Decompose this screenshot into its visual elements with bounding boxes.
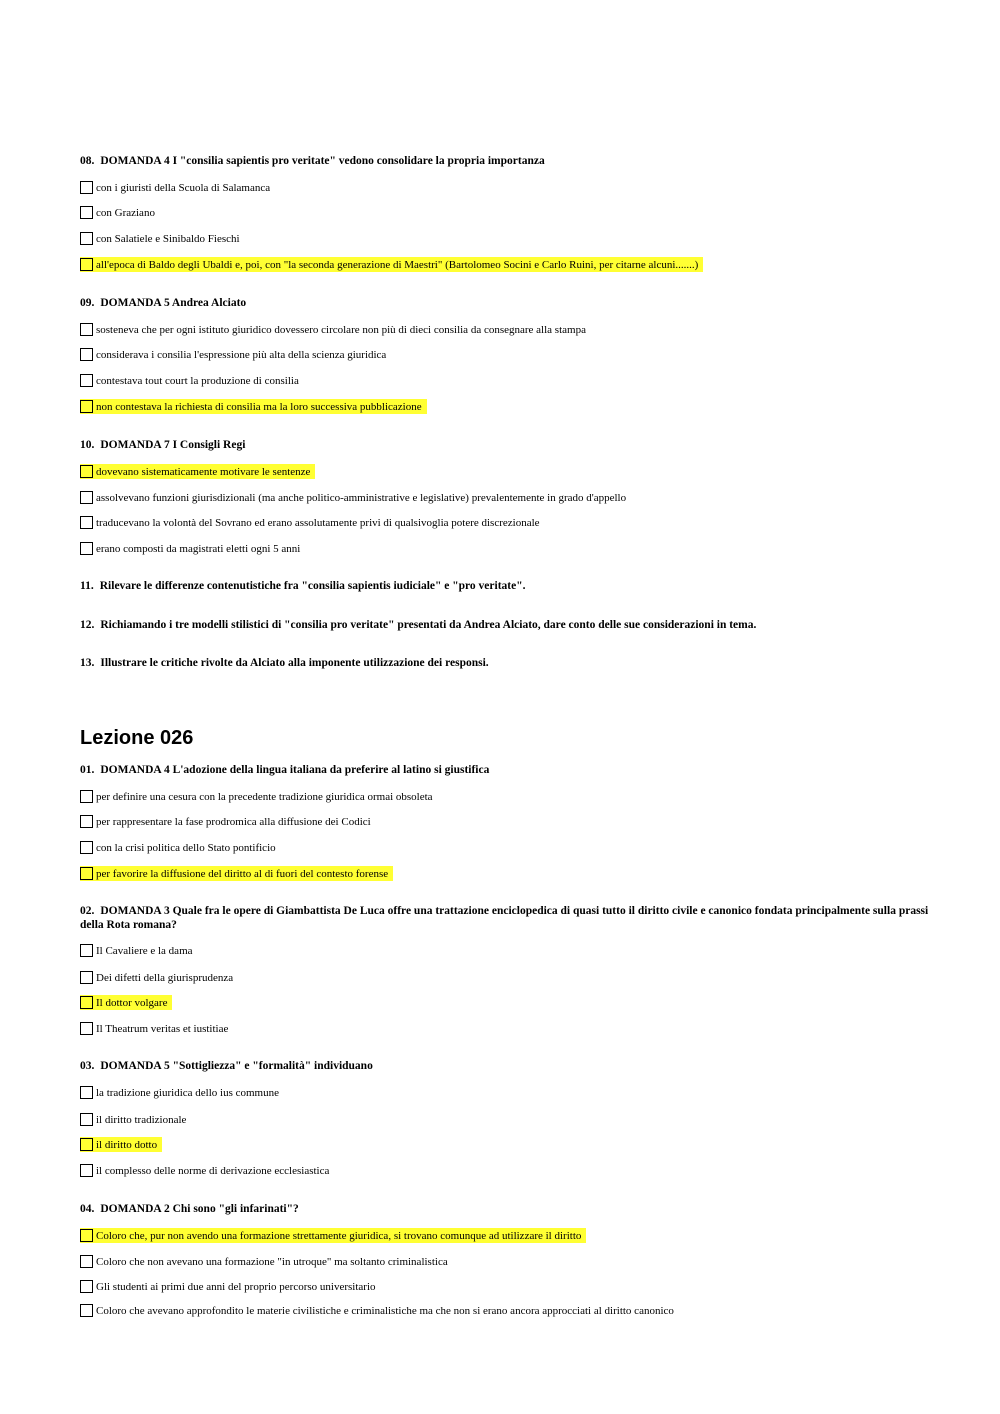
option-label: con i giuristi della Scuola di Salamanca xyxy=(96,181,271,194)
option-label: all'epoca di Baldo degli Ubaldi e, poi, con "la seconda generazione di Maestri" (Bartolomeo Socini e Carlo Ruini, per citarne alcuni.......) xyxy=(96,258,699,271)
answer-option[interactable] xyxy=(80,490,626,505)
option-label: erano composti da magistrati eletti ogni 5 anni xyxy=(96,542,301,555)
answer-option[interactable] xyxy=(80,1112,186,1127)
checkbox[interactable] xyxy=(80,1229,93,1242)
answer-option[interactable] xyxy=(80,1085,279,1100)
option-label: per definire una cesura con la precedente tradizione giuridica ormai obsoleta xyxy=(96,790,433,803)
question-text: DOMANDA 3 Quale fra le opere di Giambattista De Luca offre una trattazione enciclopedica di quasi tutto il diritto civile e canonico fondata principalmente sulla prassi della Rota romana? xyxy=(80,905,929,931)
question-heading xyxy=(80,764,930,778)
checkbox[interactable] xyxy=(80,516,93,529)
question-heading xyxy=(80,619,930,633)
answer-option-highlighted[interactable] xyxy=(80,399,427,414)
checkbox[interactable] xyxy=(80,1113,93,1126)
question-text: DOMANDA 4 I "consilia sapientis pro veritate" vedono consolidare la propria importanza xyxy=(100,155,545,167)
checkbox[interactable] xyxy=(80,232,93,245)
answer-option-highlighted[interactable] xyxy=(80,257,703,272)
answer-option[interactable] xyxy=(80,1254,448,1269)
option-label: considerava i consilia l'espressione più alta della scienza giuridica xyxy=(96,348,387,361)
question-number: 03. xyxy=(80,1060,95,1072)
question-text: Rilevare le differenze contenutistiche fra "consilia sapientis iudiciale" e "pro veritate". xyxy=(99,580,526,592)
question-text: DOMANDA 2 Chi sono "gli infarinati"? xyxy=(100,1203,299,1215)
checkbox[interactable] xyxy=(80,1255,93,1268)
checkbox[interactable] xyxy=(80,867,93,880)
checkbox[interactable] xyxy=(80,542,93,555)
question-text: Illustrare le critiche rivolte da Alciato alla imponente utilizzazione dei responsi. xyxy=(100,657,489,669)
option-label: per rappresentare la fase prodromica alla diffusione dei Codici xyxy=(96,815,371,828)
answer-option-highlighted[interactable] xyxy=(80,995,172,1010)
checkbox[interactable] xyxy=(80,1138,93,1151)
answer-option[interactable] xyxy=(80,231,240,246)
question-heading xyxy=(80,297,930,311)
question-text: DOMANDA 5 Andrea Alciato xyxy=(100,297,247,309)
checkbox[interactable] xyxy=(80,841,93,854)
question-number: 09. xyxy=(80,297,95,309)
option-label: Gli studenti ai primi due anni del proprio percorso universitario xyxy=(96,1280,376,1293)
question-number: 10. xyxy=(80,439,95,451)
answer-option[interactable] xyxy=(80,205,155,220)
option-label: Coloro che non avevano una formazione "in utroque" ma soltanto criminalistica xyxy=(96,1255,448,1268)
answer-option[interactable] xyxy=(80,789,433,804)
option-label: dovevano sistematicamente motivare le sentenze xyxy=(96,465,311,478)
answer-option-highlighted[interactable] xyxy=(80,464,315,479)
question-number: 11. xyxy=(80,580,94,592)
answer-option-highlighted[interactable] xyxy=(80,1137,162,1152)
option-label: non contestava la richiesta di consilia ma la loro successiva pubblicazione xyxy=(96,400,422,413)
option-label: la tradizione giuridica dello ius commune xyxy=(96,1086,279,1099)
checkbox[interactable] xyxy=(80,465,93,478)
answer-option[interactable] xyxy=(80,347,386,362)
answer-option-highlighted[interactable] xyxy=(80,866,393,881)
answer-option[interactable] xyxy=(80,322,586,337)
checkbox[interactable] xyxy=(80,1280,93,1293)
checkbox[interactable] xyxy=(80,971,93,984)
checkbox[interactable] xyxy=(80,1086,93,1099)
question-number: 04. xyxy=(80,1203,95,1215)
answer-option-highlighted[interactable] xyxy=(80,1228,586,1243)
answer-option[interactable] xyxy=(80,180,270,195)
question-heading xyxy=(80,657,930,671)
option-label: il diritto tradizionale xyxy=(96,1113,187,1126)
question-heading xyxy=(80,580,930,594)
question-text: DOMANDA 7 I Consigli Regi xyxy=(100,439,246,451)
answer-option[interactable] xyxy=(80,970,233,985)
option-label: traducevano la volontà del Sovrano ed erano assolutamente privi di qualsivoglia potere discrezionale xyxy=(96,516,540,529)
option-label: Dei difetti della giurisprudenza xyxy=(96,971,234,984)
checkbox[interactable] xyxy=(80,491,93,504)
checkbox[interactable] xyxy=(80,258,93,271)
checkbox[interactable] xyxy=(80,374,93,387)
question-number: 01. xyxy=(80,764,95,776)
checkbox[interactable] xyxy=(80,1022,93,1035)
checkbox[interactable] xyxy=(80,996,93,1009)
option-label: Coloro che, pur non avendo una formazione strettamente giuridica, si trovano comunque ad utilizzare il diritto xyxy=(96,1229,582,1242)
option-label: Il dottor volgare xyxy=(96,996,168,1009)
checkbox[interactable] xyxy=(80,1304,93,1317)
question-heading xyxy=(80,905,930,932)
question-heading xyxy=(80,155,930,169)
option-label: Coloro che avevano approfondito le materie civilistiche e criminalistiche ma che non si erano ancora approcciati al diritto canonico xyxy=(96,1304,674,1317)
question-heading xyxy=(80,439,930,453)
question-text: DOMANDA 4 L'adozione della lingua italiana da preferire al latino si giustifica xyxy=(100,764,490,776)
answer-option[interactable] xyxy=(80,840,276,855)
checkbox[interactable] xyxy=(80,1164,93,1177)
question-text: DOMANDA 5 "Sottigliezza" e "formalità" individuano xyxy=(100,1060,373,1072)
checkbox[interactable] xyxy=(80,790,93,803)
question-number: 12. xyxy=(80,619,95,631)
option-label: contestava tout court la produzione di consilia xyxy=(96,374,299,387)
answer-option[interactable] xyxy=(80,814,371,829)
checkbox[interactable] xyxy=(80,944,93,957)
checkbox[interactable] xyxy=(80,323,93,336)
checkbox[interactable] xyxy=(80,181,93,194)
option-label: Il Cavaliere e la dama xyxy=(96,944,193,957)
checkbox[interactable] xyxy=(80,400,93,413)
answer-option[interactable] xyxy=(80,1303,674,1318)
option-label: il complesso delle norme di derivazione ecclesiastica xyxy=(96,1164,330,1177)
checkbox[interactable] xyxy=(80,815,93,828)
answer-option[interactable] xyxy=(80,943,193,958)
option-label: Il Theatrum veritas et iustitiae xyxy=(96,1022,229,1035)
answer-option[interactable] xyxy=(80,515,540,530)
checkbox[interactable] xyxy=(80,348,93,361)
question-number: 02. xyxy=(80,905,95,917)
answer-option[interactable] xyxy=(80,1021,228,1036)
option-label: sosteneva che per ogni istituto giuridico dovessero circolare non più di dieci consilia da consegnare alla stampa xyxy=(96,323,586,336)
checkbox[interactable] xyxy=(80,206,93,219)
answer-option[interactable] xyxy=(80,1279,376,1294)
option-label: con la crisi politica dello Stato pontificio xyxy=(96,841,276,854)
answer-option[interactable] xyxy=(80,373,299,388)
question-number: 13. xyxy=(80,657,95,669)
option-label: con Graziano xyxy=(96,206,155,219)
answer-option[interactable] xyxy=(80,541,300,556)
question-number: 08. xyxy=(80,155,95,167)
option-label: il diritto dotto xyxy=(96,1138,158,1151)
option-label: assolvevano funzioni giurisdizionali (ma anche politico-amministrative e legislative) prevalentemente in grado d'appello xyxy=(96,491,627,504)
option-label: con Salatiele e Sinibaldo Fieschi xyxy=(96,232,240,245)
option-label: per favorire la diffusione del diritto al di fuori del contesto forense xyxy=(96,867,389,880)
section-title: Lezione 026 xyxy=(80,727,194,749)
question-heading xyxy=(80,1203,930,1217)
answer-option[interactable] xyxy=(80,1163,329,1178)
question-heading xyxy=(80,1060,930,1074)
question-text: Richiamando i tre modelli stilistici di "consilia pro veritate" presentati da Andrea Alciato, dare conto delle sue considerazioni in tema. xyxy=(100,619,757,631)
